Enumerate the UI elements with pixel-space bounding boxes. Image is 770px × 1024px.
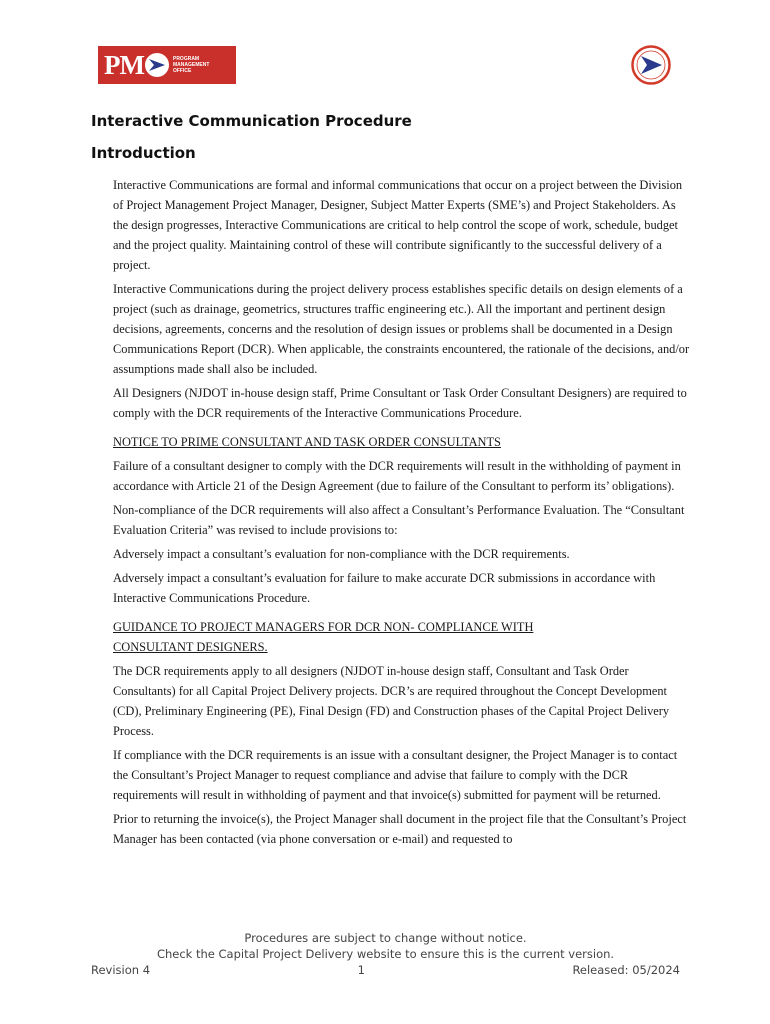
footer-website-note: Check the Capital Project Delivery website to ensure this is the current version. <box>156 947 615 961</box>
paragraph: If compliance with the DCR requirements is an issue with a consultant designer, the Project Manager is to contact the Consultant’s Project Manager to request compliance and advise that failure to comply with the DCR requirements will result in withholding of payment and that invoice(s) submitted for payment will be returned. <box>113 748 678 802</box>
section-title: Introduction <box>91 144 196 162</box>
footer-meta <box>91 963 680 977</box>
revision-label: Revision 4 <box>91 963 151 977</box>
document-body <box>113 175 693 853</box>
paragraph: Adversely impact a consultant’s evaluation for failure to make accurate DCR submissions in accordance with Interactive Communications Procedure. <box>113 571 656 605</box>
paragraph: Prior to returning the invoice(s), the Project Manager shall document in the project file that the Consultant’s Project Manager has been contacted (via phone conversation or e-mail) and requested to <box>113 812 687 846</box>
footer-notice: Procedures are subject to change without notice. <box>244 931 527 945</box>
page-title: Interactive Communication Procedure <box>91 112 412 130</box>
paragraph: All Designers (NJDOT in-house design staff, Prime Consultant or Task Order Consultant Designers) are required to comply with the DCR requirements of the Interactive Communications Procedure. <box>113 386 687 420</box>
pmo-logo-text: PM <box>104 49 144 80</box>
pmo-logo <box>98 46 236 84</box>
paragraph: Non-compliance of the DCR requirements will also affect a Consultant’s Performance Evaluation. The “Consultant Evaluation Criteria” was revised to include provisions to: <box>113 503 685 537</box>
paragraph: Interactive Communications during the project delivery process establishes specific details on design elements of a project (such as drainage, geometrics, structures traffic engineering etc.). All the important and pertinent design decisions, agreements, concerns and the resolution of design issues or problems shall be documented in a Design Communications Report (DCR). When applicable, the constraints encountered, the rationale of the decisions, and/or assumptions made shall also be included. <box>113 282 690 376</box>
paragraph: Interactive Communications are formal and informal communications that occur on a project between the Division of Project Management Project Manager, Designer, Subject Matter Experts (SME’s) and Project Stakeholders. As the design progresses, Interactive Communications are critical to help control the scope of work, schedule, budget and the project quality. Maintaining control of these will contribute significantly to the successful delivery of a project. <box>113 178 683 272</box>
paragraph: Adversely impact a consultant’s evaluation for non-compliance with the DCR requirements. <box>113 547 570 561</box>
paragraph: The DCR requirements apply to all designers (NJDOT in-house design staff, Consultant and Task Order Consultants) for all Capital Project Delivery projects. DCR’s are required throughout the Concept Development (CD), Preliminary Engineering (PE), Final Design (FD) and Construction phases of the Capital Project Delivery Process. <box>113 664 670 738</box>
njdot-seal-icon <box>631 45 671 85</box>
pmo-logo-subtitle: PROGRAM MANAGEMENT OFFICE <box>172 56 210 74</box>
guidance-heading: GUIDANCE TO PROJECT MANAGERS FOR DCR NON- COMPLIANCE WITH CONSULTANT DESIGNERS. <box>113 620 534 654</box>
paragraph: Failure of a consultant designer to comply with the DCR requirements will result in the withholding of payment in accordance with Article 21 of the Design Agreement (due to failure of the Consultant to perform its’ obligations). <box>113 459 681 493</box>
notice-heading: NOTICE TO PRIME CONSULTANT AND TASK ORDER CONSULTANTS <box>113 435 501 449</box>
pmo-logo-arrow-icon <box>145 53 169 77</box>
page-number: 1 <box>357 963 365 977</box>
released-date: Released: 05/2024 <box>572 963 680 977</box>
